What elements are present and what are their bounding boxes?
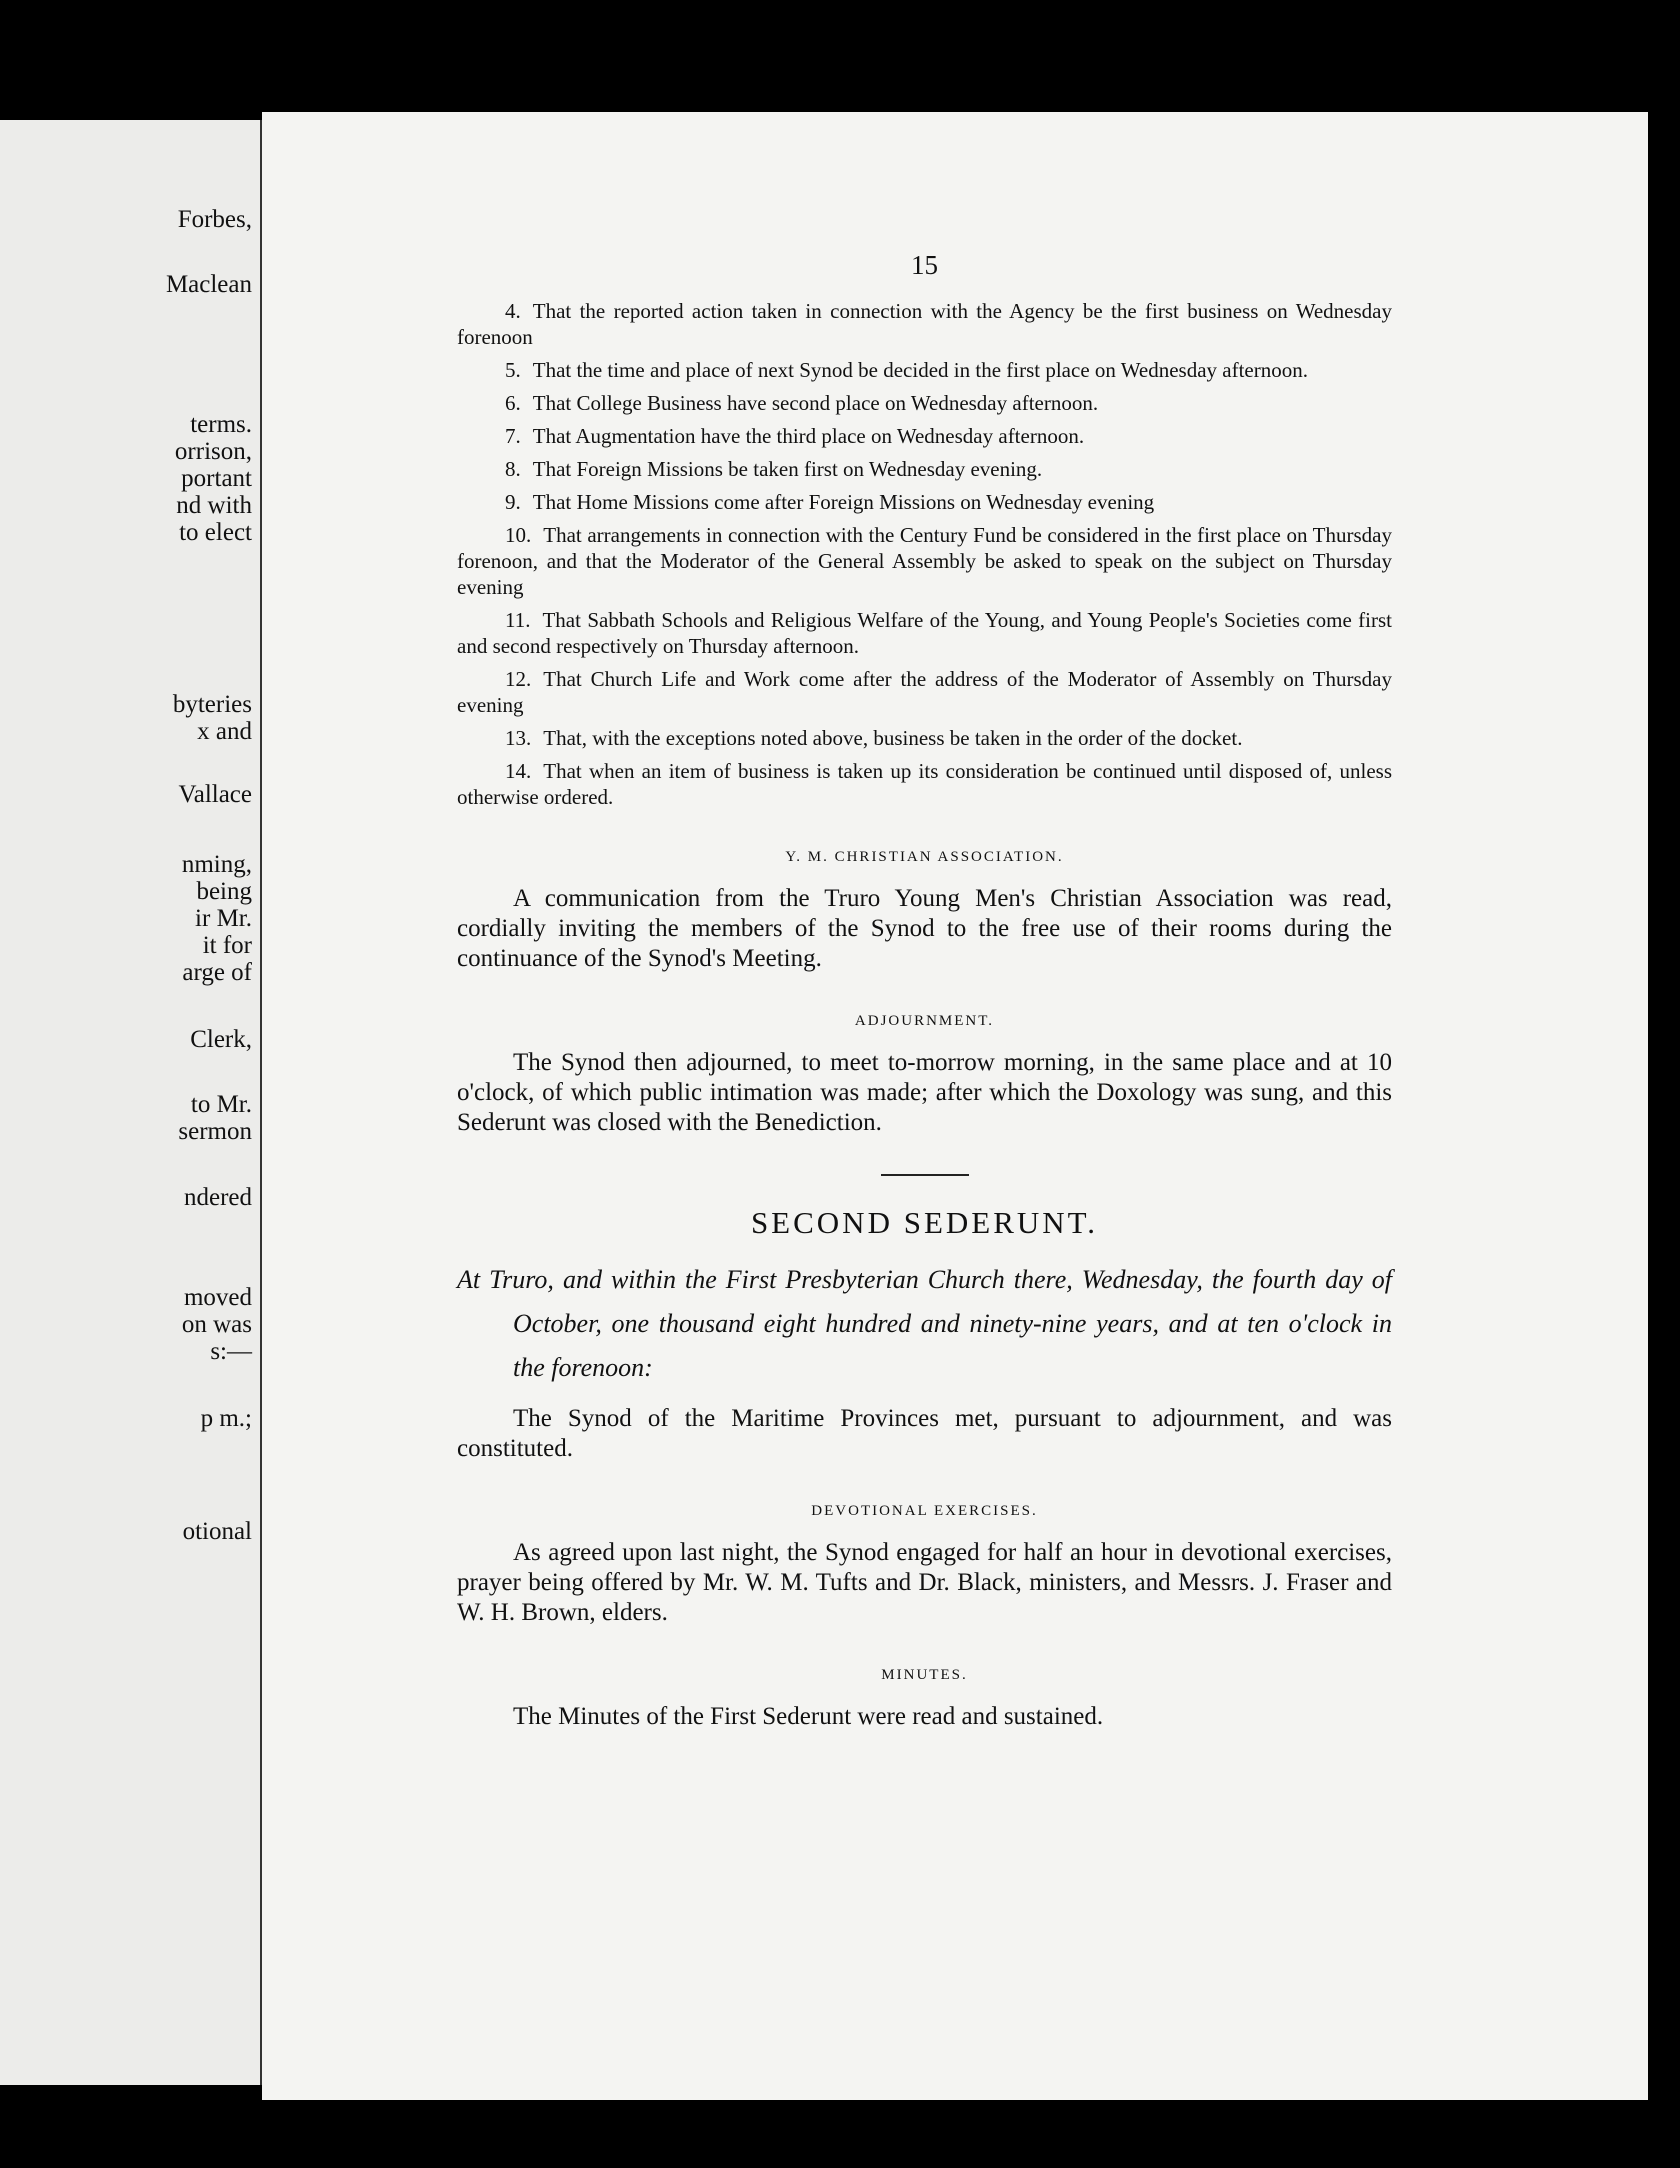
left-page-line: Vallace bbox=[178, 781, 252, 808]
rule-item bbox=[457, 357, 1392, 383]
left-page-line: moved bbox=[183, 1284, 252, 1311]
rule-number: 10. bbox=[505, 523, 532, 547]
left-page-line: nming, bbox=[181, 851, 252, 878]
left-page-line: Forbes, bbox=[177, 206, 252, 233]
rule-text: That Augmentation have the third place on Wednesday afternoon. bbox=[532, 424, 1085, 448]
left-page-line: terms. bbox=[190, 411, 252, 438]
synod-constituted-text: The Synod of the Maritime Provinces met, pursuant to adjournment, and was constituted. bbox=[457, 1405, 1392, 1462]
left-page-fragment bbox=[0, 120, 263, 2085]
rule-item bbox=[457, 390, 1392, 416]
rule-text: That, with the exceptions noted above, business be taken in the order of the docket. bbox=[543, 726, 1243, 750]
rule-number: 13. bbox=[505, 726, 532, 750]
rule-text: That Church Life and Work come after the address of the Moderator of Assembly on Thursday evening bbox=[457, 667, 1392, 717]
rule-item bbox=[457, 456, 1392, 482]
second-sederunt-intro: At Truro, and within the First Presbyterian Church there, Wednesday, the fourth day of October, one thousand eight hundred and ninety-nine years, and at ten o'clock in the forenoon: bbox=[457, 1265, 1392, 1382]
rule-item bbox=[457, 522, 1392, 600]
rule-item bbox=[457, 725, 1392, 751]
left-page-line: p m.; bbox=[200, 1405, 252, 1432]
rule-item bbox=[457, 489, 1392, 515]
left-page-line: to elect bbox=[179, 519, 252, 546]
left-page-line: it for bbox=[202, 932, 252, 959]
left-page-line: ir Mr. bbox=[195, 905, 252, 932]
minutes-text: The Minutes of the First Sederunt were read and sustained. bbox=[513, 1703, 1104, 1730]
left-page-line: arge of bbox=[182, 959, 252, 986]
left-page-line: otional bbox=[182, 1518, 252, 1545]
page-number: 15 bbox=[911, 250, 938, 280]
rule-text: That arrangements in connection with the Century Fund be considered in the first place on Thursday forenoon, and that the Moderator of the General Assembly be asked to speak on the subject on Thursday evening bbox=[457, 523, 1392, 599]
rule-item bbox=[457, 758, 1392, 810]
rule-number: 12. bbox=[505, 667, 532, 691]
rule-item bbox=[457, 298, 1392, 350]
left-page-line: x and bbox=[197, 718, 252, 745]
rule-number: 6. bbox=[505, 391, 521, 415]
rule-number: 9. bbox=[505, 490, 521, 514]
rule-number: 4. bbox=[505, 299, 521, 323]
section-divider bbox=[881, 1174, 969, 1176]
rule-item bbox=[457, 666, 1392, 718]
rule-number: 8. bbox=[505, 457, 521, 481]
left-page-line: Maclean bbox=[165, 271, 252, 298]
rule-text: That College Business have second place on Wednesday afternoon. bbox=[532, 391, 1099, 415]
left-page-line: ndered bbox=[183, 1184, 252, 1211]
rule-text: That the time and place of next Synod be decided in the first place on Wednesday afternoon. bbox=[532, 358, 1308, 382]
left-page-line: nd with bbox=[176, 492, 252, 519]
adjournment-text: The Synod then adjourned, to meet to-morrow morning, in the same place and at 10 o'clock, of which public intimation was made; after which the Doxology was sung, and this Sederunt was closed with the Benediction. bbox=[457, 1049, 1392, 1136]
rule-text: That Foreign Missions be taken first on Wednesday evening. bbox=[532, 457, 1043, 481]
ymca-text: A communication from the Truro Young Men's Christian Association was read, cordially inviting the members of the Synod to the free use of their rooms during the continuance of the Synod's Meeting. bbox=[457, 885, 1392, 972]
second-sederunt-title: SECOND SEDERUNT. bbox=[750, 1205, 1099, 1240]
rule-item bbox=[457, 607, 1392, 659]
rule-text: That when an item of business is taken up its consideration be continued until disposed of, unless otherwise ordered. bbox=[457, 759, 1392, 809]
rule-number: 5. bbox=[505, 358, 521, 382]
left-page-line: portant bbox=[181, 465, 252, 492]
left-page-line: on was bbox=[181, 1311, 252, 1338]
minutes-heading: MINUTES. bbox=[881, 1667, 968, 1683]
left-page-line: orrison, bbox=[174, 438, 252, 465]
left-page-line: s:— bbox=[210, 1338, 252, 1365]
rule-text: That the reported action taken in connection with the Agency be the first business on Wednesday forenoon bbox=[457, 299, 1392, 349]
rules-list bbox=[457, 298, 1392, 810]
left-page-line: byteries bbox=[172, 691, 252, 718]
left-page-line: sermon bbox=[178, 1118, 252, 1145]
page-content bbox=[457, 252, 1392, 1732]
devotional-text: As agreed upon last night, the Synod engaged for half an hour in devotional exercises, prayer being offered by Mr. W. M. Tufts and Dr. Black, ministers, and Messrs. J. Fraser and W. H. Brown, elders. bbox=[457, 1539, 1392, 1626]
left-page-line: Clerk, bbox=[190, 1026, 252, 1053]
rule-number: 14. bbox=[505, 759, 532, 783]
devotional-heading: DEVOTIONAL EXERCISES. bbox=[811, 1503, 1038, 1519]
rule-text: That Home Missions come after Foreign Missions on Wednesday evening bbox=[532, 490, 1155, 514]
rule-number: 11. bbox=[505, 608, 531, 632]
left-page-line: to Mr. bbox=[190, 1091, 252, 1118]
rule-item bbox=[457, 423, 1392, 449]
ymca-heading: Y. M. CHRISTIAN ASSOCIATION. bbox=[785, 849, 1064, 865]
rule-text: That Sabbath Schools and Religious Welfare of the Young, and Young People's Societies come first and second respectively on Thursday afternoon. bbox=[457, 608, 1392, 658]
left-page-line: being bbox=[196, 878, 252, 905]
right-page bbox=[262, 112, 1648, 2100]
rule-number: 7. bbox=[505, 424, 521, 448]
adjournment-heading: ADJOURNMENT. bbox=[854, 1013, 995, 1029]
